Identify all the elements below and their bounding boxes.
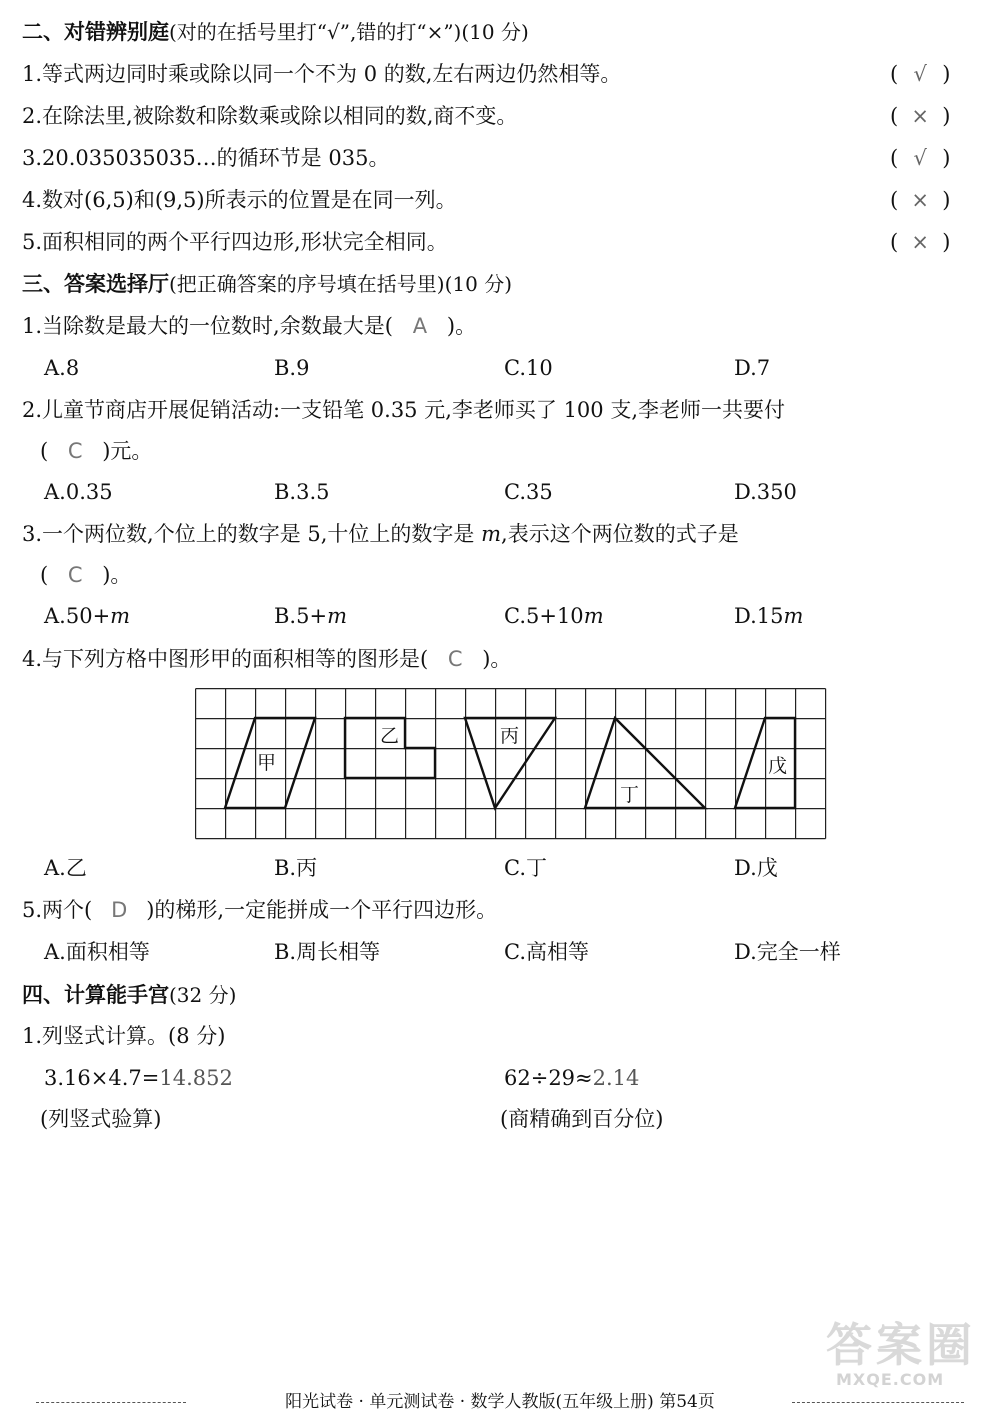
mc-q3-answer[interactable]: C xyxy=(67,563,83,587)
mc-q1-option-c: C.10 xyxy=(504,356,553,380)
tf-answer-5[interactable]: ( × ) xyxy=(890,226,950,258)
mc-q4-option-c: C.丁 xyxy=(504,856,547,880)
tf-item-1: 1.等式两边同时乘或除以同一个不为 0 的数,左右两边仍然相等。 xyxy=(22,62,622,86)
section-2-instructions: (对的在括号里打“√”,错的打“×”)(10 分) xyxy=(169,20,529,44)
watermark-text: 答案圈 xyxy=(826,1318,976,1372)
mc-question-2-cont xyxy=(40,435,152,467)
mc-q1-answer[interactable]: A xyxy=(412,314,428,338)
mc-q3-text-b: ,表示这个两位数的式子是 xyxy=(501,522,739,546)
mc-q5-text: 5.两个( xyxy=(22,898,93,922)
mc-q2-paren: ( xyxy=(40,439,49,463)
watermark-logo xyxy=(826,1318,986,1398)
mc-q2-answer[interactable]: C xyxy=(67,439,83,463)
section-2-title: 二、对错辨别庭 xyxy=(22,19,169,44)
mc-q4-option-b: B.丙 xyxy=(274,856,318,880)
calc-note-1: (列竖式验算) xyxy=(40,1107,162,1131)
mc-q1-text: 1.当除数是最大的一位数时,余数最大是( xyxy=(22,314,393,338)
mc-q2-option-d: D.350 xyxy=(734,480,797,504)
mc-question-1 xyxy=(22,310,476,342)
shape-grid xyxy=(195,688,829,844)
footer-text: 阳光试卷 · 单元测试卷 · 数学人教版(五年级上册) 第54页 xyxy=(285,1392,715,1412)
mc-q5-option-d: D.完全一样 xyxy=(734,940,841,964)
section-4-title: 四、计算能手宫 xyxy=(22,982,169,1007)
mc-q3-variable: m xyxy=(481,522,502,546)
tf-answer-3[interactable]: ( √ ) xyxy=(890,142,950,174)
shape-label-bing: 丙 xyxy=(500,725,520,747)
section-2-heading xyxy=(22,16,529,48)
mc-q3-text-a: 3.一个两位数,个位上的数字是 5,十位上的数字是 xyxy=(22,522,482,546)
shape-label-jia: 甲 xyxy=(257,752,277,774)
calc-question-1: 1.列竖式计算。(8 分) xyxy=(22,1024,226,1048)
tf-item-5: 5.面积相同的两个平行四边形,形状完全相同。 xyxy=(22,230,448,254)
section-3-title: 三、答案选择厅 xyxy=(22,271,169,296)
mc-q4-answer[interactable]: C xyxy=(447,647,463,671)
mc-q5-option-a: A.面积相等 xyxy=(44,940,150,964)
tf-item-3: 3.20.035035035…的循环节是 035。 xyxy=(22,146,390,170)
mc-q3-option-b: B.5+m xyxy=(274,604,347,628)
mc-question-3 xyxy=(22,518,739,550)
mc-q2-option-b: B.3.5 xyxy=(274,480,330,504)
tf-item-2: 2.在除法里,被除数和除数乘或除以相同的数,商不变。 xyxy=(22,104,518,128)
shape-label-wu: 戊 xyxy=(768,755,788,777)
tf-answer-4[interactable]: ( × ) xyxy=(890,184,950,216)
mc-q5-option-c: C.高相等 xyxy=(504,940,589,964)
tf-mark-2: × xyxy=(911,104,929,128)
shape-label-ding: 丁 xyxy=(620,784,640,806)
mc-q4-option-d: D.戊 xyxy=(734,856,778,880)
section-3-heading xyxy=(22,268,512,300)
calc-expression-2 xyxy=(504,1062,639,1094)
section-4-points: (32 分) xyxy=(169,983,237,1007)
mc-q2-option-a: A.0.35 xyxy=(44,480,113,504)
calc-note-2: (商精确到百分位) xyxy=(500,1107,664,1131)
calc-2-expression: 62÷29≈ xyxy=(504,1066,593,1090)
mc-q3-paren: ( xyxy=(40,563,49,587)
tf-mark-4: × xyxy=(911,188,929,212)
mc-q3-option-d: D.15m xyxy=(734,604,804,628)
shape-label-yi: 乙 xyxy=(380,725,400,747)
mc-question-5 xyxy=(22,894,497,926)
mc-q1-option-b: B.9 xyxy=(274,356,310,380)
tf-item-4: 4.数对(6,5)和(9,5)所表示的位置是在同一列。 xyxy=(22,188,457,212)
mc-question-2: 2.儿童节商店开展促销活动:一支铅笔 0.35 元,李老师买了 100 支,李老师一共要付 xyxy=(22,398,786,422)
calc-2-answer[interactable]: 2.14 xyxy=(592,1066,640,1090)
tf-mark-5: × xyxy=(911,230,929,254)
mc-q5-answer[interactable]: D xyxy=(111,898,128,922)
mc-q2-tail: )元。 xyxy=(102,439,153,463)
tf-mark-3: √ xyxy=(913,146,927,170)
mc-q4-tail: )。 xyxy=(482,647,512,671)
mc-q4-option-a: A.乙 xyxy=(44,856,87,880)
page-footer xyxy=(0,1392,1000,1412)
calc-1-expression: 3.16×4.7= xyxy=(44,1066,160,1090)
mc-q3-option-a: A.50+m xyxy=(44,604,131,628)
calc-expression-1 xyxy=(44,1062,233,1094)
mc-q3-tail: )。 xyxy=(102,563,132,587)
mc-q4-text: 4.与下列方格中图形甲的面积相等的图形是( xyxy=(22,647,429,671)
watermark-url: MXQE.COM xyxy=(836,1370,945,1389)
mc-q1-tail: )。 xyxy=(446,314,477,338)
mc-q1-option-a: A.8 xyxy=(44,356,80,380)
grid-lines xyxy=(196,689,826,839)
mc-q5-tail: )的梯形,一定能拼成一个平行四边形。 xyxy=(146,898,498,922)
tf-answer-1[interactable]: ( √ ) xyxy=(890,58,950,90)
mc-question-4 xyxy=(22,643,511,675)
section-4-heading xyxy=(22,979,236,1011)
tf-answer-2[interactable]: ( × ) xyxy=(890,100,950,132)
tf-mark-1: √ xyxy=(913,62,927,86)
shape-grid-svg xyxy=(195,688,829,840)
calc-1-answer[interactable]: 14.852 xyxy=(159,1066,233,1090)
mc-q5-option-b: B.周长相等 xyxy=(274,940,381,964)
section-3-instructions: (把正确答案的序号填在括号里)(10 分) xyxy=(169,272,513,296)
mc-q2-option-c: C.35 xyxy=(504,480,553,504)
mc-q3-option-c: C.5+10m xyxy=(504,604,604,628)
mc-question-3-cont xyxy=(40,559,131,591)
mc-q1-option-d: D.7 xyxy=(734,356,771,380)
